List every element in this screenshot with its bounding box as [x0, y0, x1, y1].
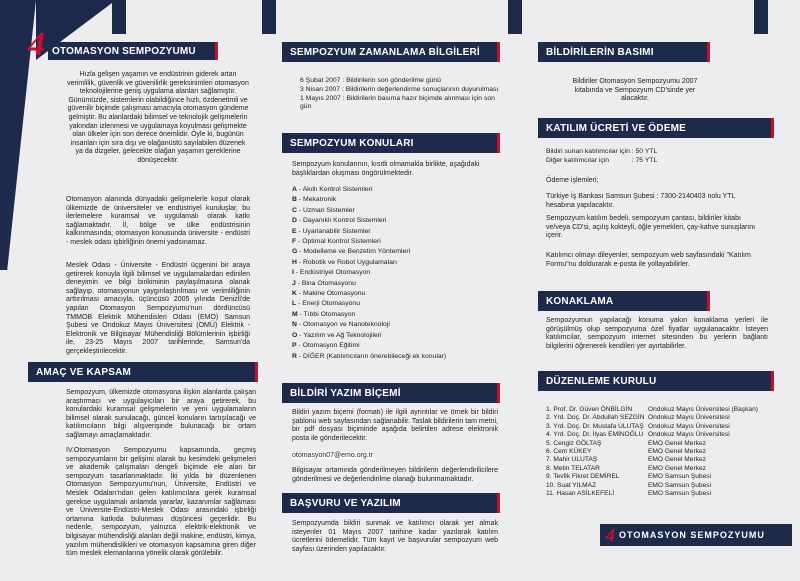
topic-item [292, 216, 497, 226]
committee-org: EMO Genel Merkez [648, 456, 706, 464]
topic-text: - DİĞER (Katılımcıların önerebileceği ek konular) [296, 352, 447, 360]
topic-letter: M [292, 310, 298, 318]
topic-item [292, 320, 497, 330]
footer-banner [600, 524, 792, 546]
topic-text: - Dayanıklı Kontrol Sistemleri [296, 217, 387, 225]
topic-letter: G [292, 248, 298, 256]
topic-text: - Otomasyon Eğitimi [296, 342, 360, 350]
topic-letter: L [292, 300, 297, 308]
topic-text: - Otomasyon ve Nanoteknoloji [296, 321, 390, 329]
writing-paragraph-1: Bildiri yazım biçemi (formatı) ile ilgili ayrıntılar ve örnek bir bildiri şablonu web sayfasından sağlanabilir. Taslak bildirilerin tam metni, bir pdf dosyası biçiminde aşağıda belirtilen adrese elektronik posta ile gönderilecektir. [292, 409, 498, 442]
topic-letter: D [292, 217, 297, 225]
topic-letter: O [292, 331, 298, 339]
committee-row [546, 448, 776, 456]
topic-text: - Modelleme ve Benzetim Yöntemleri [297, 248, 411, 256]
section-title-lodging [538, 291, 710, 311]
payment-label: Ödeme işlemleri; [546, 177, 599, 184]
timing-item: 6 Şubat 2007 : Bildirilerin son gönderilme günü [300, 77, 441, 84]
fee-list [546, 148, 766, 166]
committee-name: 11. Hasan ASİLKEFELİ [546, 490, 615, 498]
committee-name: 9. Tevfik Fikret DEMİREL [546, 473, 620, 481]
committee-row [546, 423, 776, 431]
topic-item [292, 247, 497, 257]
topic-item [292, 299, 497, 309]
topic-item [292, 341, 497, 351]
section-title-writing [282, 383, 500, 403]
top-stripe [112, 0, 126, 34]
contact-email [292, 452, 498, 461]
topic-letter: A [292, 186, 297, 193]
topic-letter: I [292, 269, 294, 277]
committee-name: 10. Suat YILMAZ [546, 481, 597, 489]
committee-row [546, 465, 776, 473]
committee-org: EMO Genel Merkez [648, 448, 706, 456]
topic-text: - Mekatronik [296, 196, 337, 204]
section-title-text: DÜZENLEME KURULU [546, 375, 657, 387]
committee-org: EMO Genel Merkez [648, 439, 706, 447]
intro-paragraph-3: Meslek Odası - Üniversite - Endüstri üçgenini bir araya getirerek konuyla ilgili bilimsel ve uygulamalardan edinilen deneyimin ve bilgi birikiminin paylaşılmasına olanak sağlayıp, otomasyonun yaygınlaştırılması ve verimliliğinin arttırılması amacıyla, üçüncüsü 2005 yılında Denizli'de yapılan Otomasyon Sempozyumu'nun dördüncüsü TMMOB Elektrik Mühendisleri Odası (EMO) Samsun Şubesi ve Ondokuz Mayıs Üniversitesi (OMÜ) Elektrik - Elektronik ve Bilgisayar Mühendisliği Bölümlerinin işbirliği ile, 23-25 Mayıs 2007 tarihlerinde, Samsun'da gerçekleştirilecektir. [66, 262, 250, 355]
topic-letter: R [292, 352, 297, 360]
section-title-text: OTOMASYON SEMPOZYUMU [52, 45, 196, 57]
committee-row [546, 456, 776, 464]
section-title-text: BAŞVURU VE YAZILIM [290, 497, 401, 509]
section-title-text: AMAÇ VE KAPSAM [36, 366, 132, 378]
topic-text: - Optimal Kontrol Sistemleri [296, 238, 381, 246]
committee-name: 5. Cengiz GÖLTAŞ [546, 439, 602, 447]
topic-item [292, 310, 497, 320]
footer-logo-mark: 4 [606, 524, 615, 545]
committee-org: EMO Samsun Şubesi [648, 481, 712, 489]
topic-item [292, 268, 497, 278]
top-stripe [508, 0, 522, 34]
topic-item [292, 227, 497, 237]
section-title-text: BİLDİRİ YAZIM BİÇEMİ [290, 387, 401, 399]
topic-letter: F [292, 238, 297, 246]
timing-item: 1 Mayıs 2007 : Bildirilerin basıma hazır biçimde alınması için son gün [300, 94, 495, 111]
contact-email-text[interactable]: otomasyon07@emo.org.tr [292, 452, 374, 459]
timing-list [300, 77, 500, 112]
section-title-symposium [48, 42, 218, 60]
topic-letter: E [292, 227, 297, 235]
topic-item [292, 279, 497, 289]
committee-org: Ondokuz Mayıs Üniversitesi [648, 431, 730, 439]
fee-paragraph-2: Sempozyum katılım bedeli, sempozyum çantası, bildiriler kitabı ve/veya CD'si, açılış kokteyli, öğle yemekleri, çay-kahve sunuşlarını içerir. [546, 215, 756, 240]
committee-name: 7. Mahir ULUTAŞ [546, 456, 598, 464]
topic-text: - Endüstriyel Otomasyon [293, 269, 371, 277]
topic-letter: C [292, 206, 297, 214]
topic-text: - Yazılım ve Ağ Teknolojileri [297, 331, 382, 339]
section-title-text: SEMPOZYUM KONULARI [290, 137, 414, 149]
committee-org: EMO Samsun Şubesi [648, 490, 712, 498]
committee-name: 8. Metin TELATAR [546, 464, 600, 472]
lodging-paragraph: Sempozyumun yapılacağı konuma yakın konaklama yerleri ile görüşülmüş olup sempozyuma özel fiyatlar uygulanacaktır. İsteyen katılımcılar, sempozyum internet sitesinden bu yerlerin bağlantı bilgilerini öğrenerek kendileri yer ayırtabilirler. [546, 317, 768, 350]
fee-line: Diğer katılımcılar için : 75 YTL [546, 156, 658, 164]
topic-item [292, 195, 497, 205]
print-paragraph: Bildiriler Otomasyon Sempozyumu 2007 kitabında ve Sempozyum CD'sinde yer alacaktır. [572, 78, 698, 103]
committee-org: Ondokuz Mayıs Üniversitesi [648, 414, 730, 422]
section-title-text: KATILIM ÜCRETİ VE ÖDEME [546, 122, 686, 134]
section-title-apply [282, 493, 500, 513]
topic-text: - Akıllı Kontrol Sistemleri [296, 186, 373, 193]
topic-item [292, 331, 497, 341]
intro-paragraph-1: Hızla gelişen yaşamın ve endüstrinin giderek artan verimlilik, güvenlik ve güvenilirlik gereksinimleri otomasyon teknolojilerine geniş uygulama alanları sağlamıştır. Günümüzde, sistemlerin olabildiğince hızlı, özdenetimli ve güvenilir biçimde çalışması amacıyla otomasyon gündeme gelmiştir. Bu alanlardaki bilimsel ve teknolojik gelişmelerin yakından izlenmesi ve uygulamaya koyulması gelişmekte olan ülkeler için son derece önemlidir. Öyle ki, bugünün insanları için sıra dışı ve olağanüstü sayılabilen düzenek ya da dizgeler, gelecekte olağan yaşamın gereklerine dönüşecektir. [67, 71, 249, 164]
topic-text: - Tıbbi Otomasyon [297, 310, 356, 318]
committee-name: 1. Prof. Dr. Güven ÖNBİLGİN [546, 406, 633, 413]
committee-org: EMO Genel Merkez [648, 464, 706, 472]
committee-row [546, 482, 776, 490]
committee-row [546, 473, 776, 481]
committee-org: Ondokuz Mayıs Üniversitesi (Başkan) [648, 406, 758, 413]
committee-row [546, 414, 776, 422]
section-title-fee [538, 118, 774, 138]
section-title-print [538, 42, 710, 62]
topic-letter: P [292, 342, 297, 350]
topic-item [292, 185, 497, 195]
topic-letter: K [292, 290, 297, 298]
topics-intro: Sempozyum konularının, kısıtlı olmamakla birlikte, aşağıdaki başlıklardan oluşması öngörülmektedir. [292, 161, 480, 177]
section-title-timing [282, 42, 500, 62]
writing-paragraph-2: Bilgisayar ortamında gönderilmeyen bildirilerin değerlendirilicilere gönderilmesi ve değerlendirilme olanağı bulunmamaktadır. [292, 467, 498, 483]
apply-paragraph: Sempozyumda bildiri sunmak ve katılımcı olarak yer almak isteyenler 01 Mayıs 2007 tarihine kadar yazılarak katılım ücretlerini ödemelidir. Tüm kayıt ve başvurular sempozyum web sayfası üzerinden yapılacaktır. [292, 520, 498, 553]
timing-item: 3 Nisan 2007 : Bildirilerin değerlendirme sonuçlarının duyurulması [300, 85, 499, 93]
topic-text: - Robotik ve Robot Uygulamaları [296, 258, 398, 266]
section-title-committee [538, 371, 774, 391]
committee-name: 3. Yrd. Doç. Dr. Mustafa ULUTAŞ [546, 422, 644, 430]
intro-paragraph-2: Otomasyon alanında dünyadaki gelişmelerle koşut olarak ülkemizde de üniversiteler ve endüstriyel kuruluşlar, bu ilerlemelere kuramsal ve uygulamalı olarak katkı sağlamaktadır. İl, bölge ve ülke endüstrisinin kalkınmasında; otomasyon konusunda üniversite - endüstri - meslek odası işbirliğinin önemi yadsınamaz. [66, 196, 250, 246]
payment-bank: Türkiye İş Bankası Samsun Şubesi : 7300-2140403 nolu YTL hesabına yapılacaktır. [546, 193, 736, 209]
committee-org: Ondokuz Mayıs Üniversitesi [648, 422, 730, 430]
topic-text: - Enerji Otomasyonu [296, 300, 360, 308]
topic-text: - Uzman Sistemler [296, 206, 355, 214]
topic-letter: J [292, 279, 296, 287]
committee-name: 6. Cem KÜKEY [546, 448, 592, 456]
section-title-topics [282, 133, 500, 153]
topics-list [292, 185, 497, 362]
topic-letter: B [292, 196, 297, 204]
committee-row [546, 490, 776, 498]
topic-item [292, 258, 497, 268]
committee-name: 4. Yrd. Doç. Dr. İlyas EMİNOĞLU [546, 431, 644, 439]
committee-row [546, 431, 776, 439]
fee-line: Bildiri sunan katılımcılar için : 50 YTL [546, 148, 658, 155]
footer-text: OTOMASYON SEMPOZYUMU [619, 530, 765, 540]
section-title-text: SEMPOZYUM ZAMANLAMA BİLGİLERİ [290, 46, 480, 58]
topic-text: - Uyarlanabilir Sistemler [296, 227, 371, 235]
section-title-aim [28, 362, 258, 382]
top-stripe [262, 0, 276, 34]
topic-letter: H [292, 258, 297, 266]
section-title-text: BİLDİRİLERİN BASIMI [546, 46, 654, 58]
topic-text: - Bina Otomasyonu [295, 279, 356, 287]
topic-letter: N [292, 321, 297, 329]
section-title-text: KONAKLAMA [546, 295, 614, 307]
committee-row [546, 440, 776, 448]
topic-item [292, 206, 497, 216]
topic-item [292, 289, 497, 299]
topic-item [292, 237, 497, 247]
committee-table [546, 406, 776, 498]
aim-paragraph-2: IV.Otomasyon Sempozyumu kapsamında, geçmiş sempozyumların bir gelişimi olarak bu kesimdeki gelişmeleri ve akademik çalışmaları dengeli biçimde ele alan bir sempozyum tasarlanmaktadır. İki yılda bir düzenlenen Otomasyon Sempozyumu'nun, Üniversite, Endüstri ve Meslek Odaları'ndan gelen katılımcılara gerek kuramsal gerekse uygulamalı anlamda yararlar, kazanımlar sağlaması ve Üniversite-Endüstri-Meslek Odası arasındaki işbirliği ortamına katkıda bulunması düşüncesi geçerlidir. Bu nedenle, sempozyum, yalnızca elektrik-elektronik ve bilgisayar mühendisliği alanları değil makine, endüstri, kimya, yazılım mühendislikleri ve otomasyon kapsamına giren diğer tüm meslek elemanlarına yönelik olarak görülebilir. [66, 447, 256, 558]
symposium-logo-mark: 4 [28, 26, 45, 63]
fee-paragraph-3: Katılımcı olmayı dileyenler, sempozyum web sayfasındaki "Katılım Formu"nu doldurarak e-posta ile yollayabilirler. [546, 252, 751, 268]
committee-name: 2. Yrd. Doç. Dr. Abdullah SEZGİN [546, 414, 645, 422]
topic-item [292, 352, 497, 362]
committee-org: EMO Samsun Şubesi [648, 473, 712, 481]
aim-paragraph-1: Sempozyum, ülkemizde otomasyona ilişkin alanlarda çalışan araştırmacı ve uygulayıcıları bir araya getirerek, bu konulardaki kuramsal gelişmelerin ve yeni uygulamaların bilimsel olarak sunulacağı, güncel konuların tartışılacağı ve katılımcıların bilgi alışverişinde bulunacağı bir ortam sağlamayı amaçlamaktadır. [66, 389, 256, 439]
top-stripe [754, 0, 768, 34]
topic-text: - Makine Otomasyonu [296, 290, 366, 298]
